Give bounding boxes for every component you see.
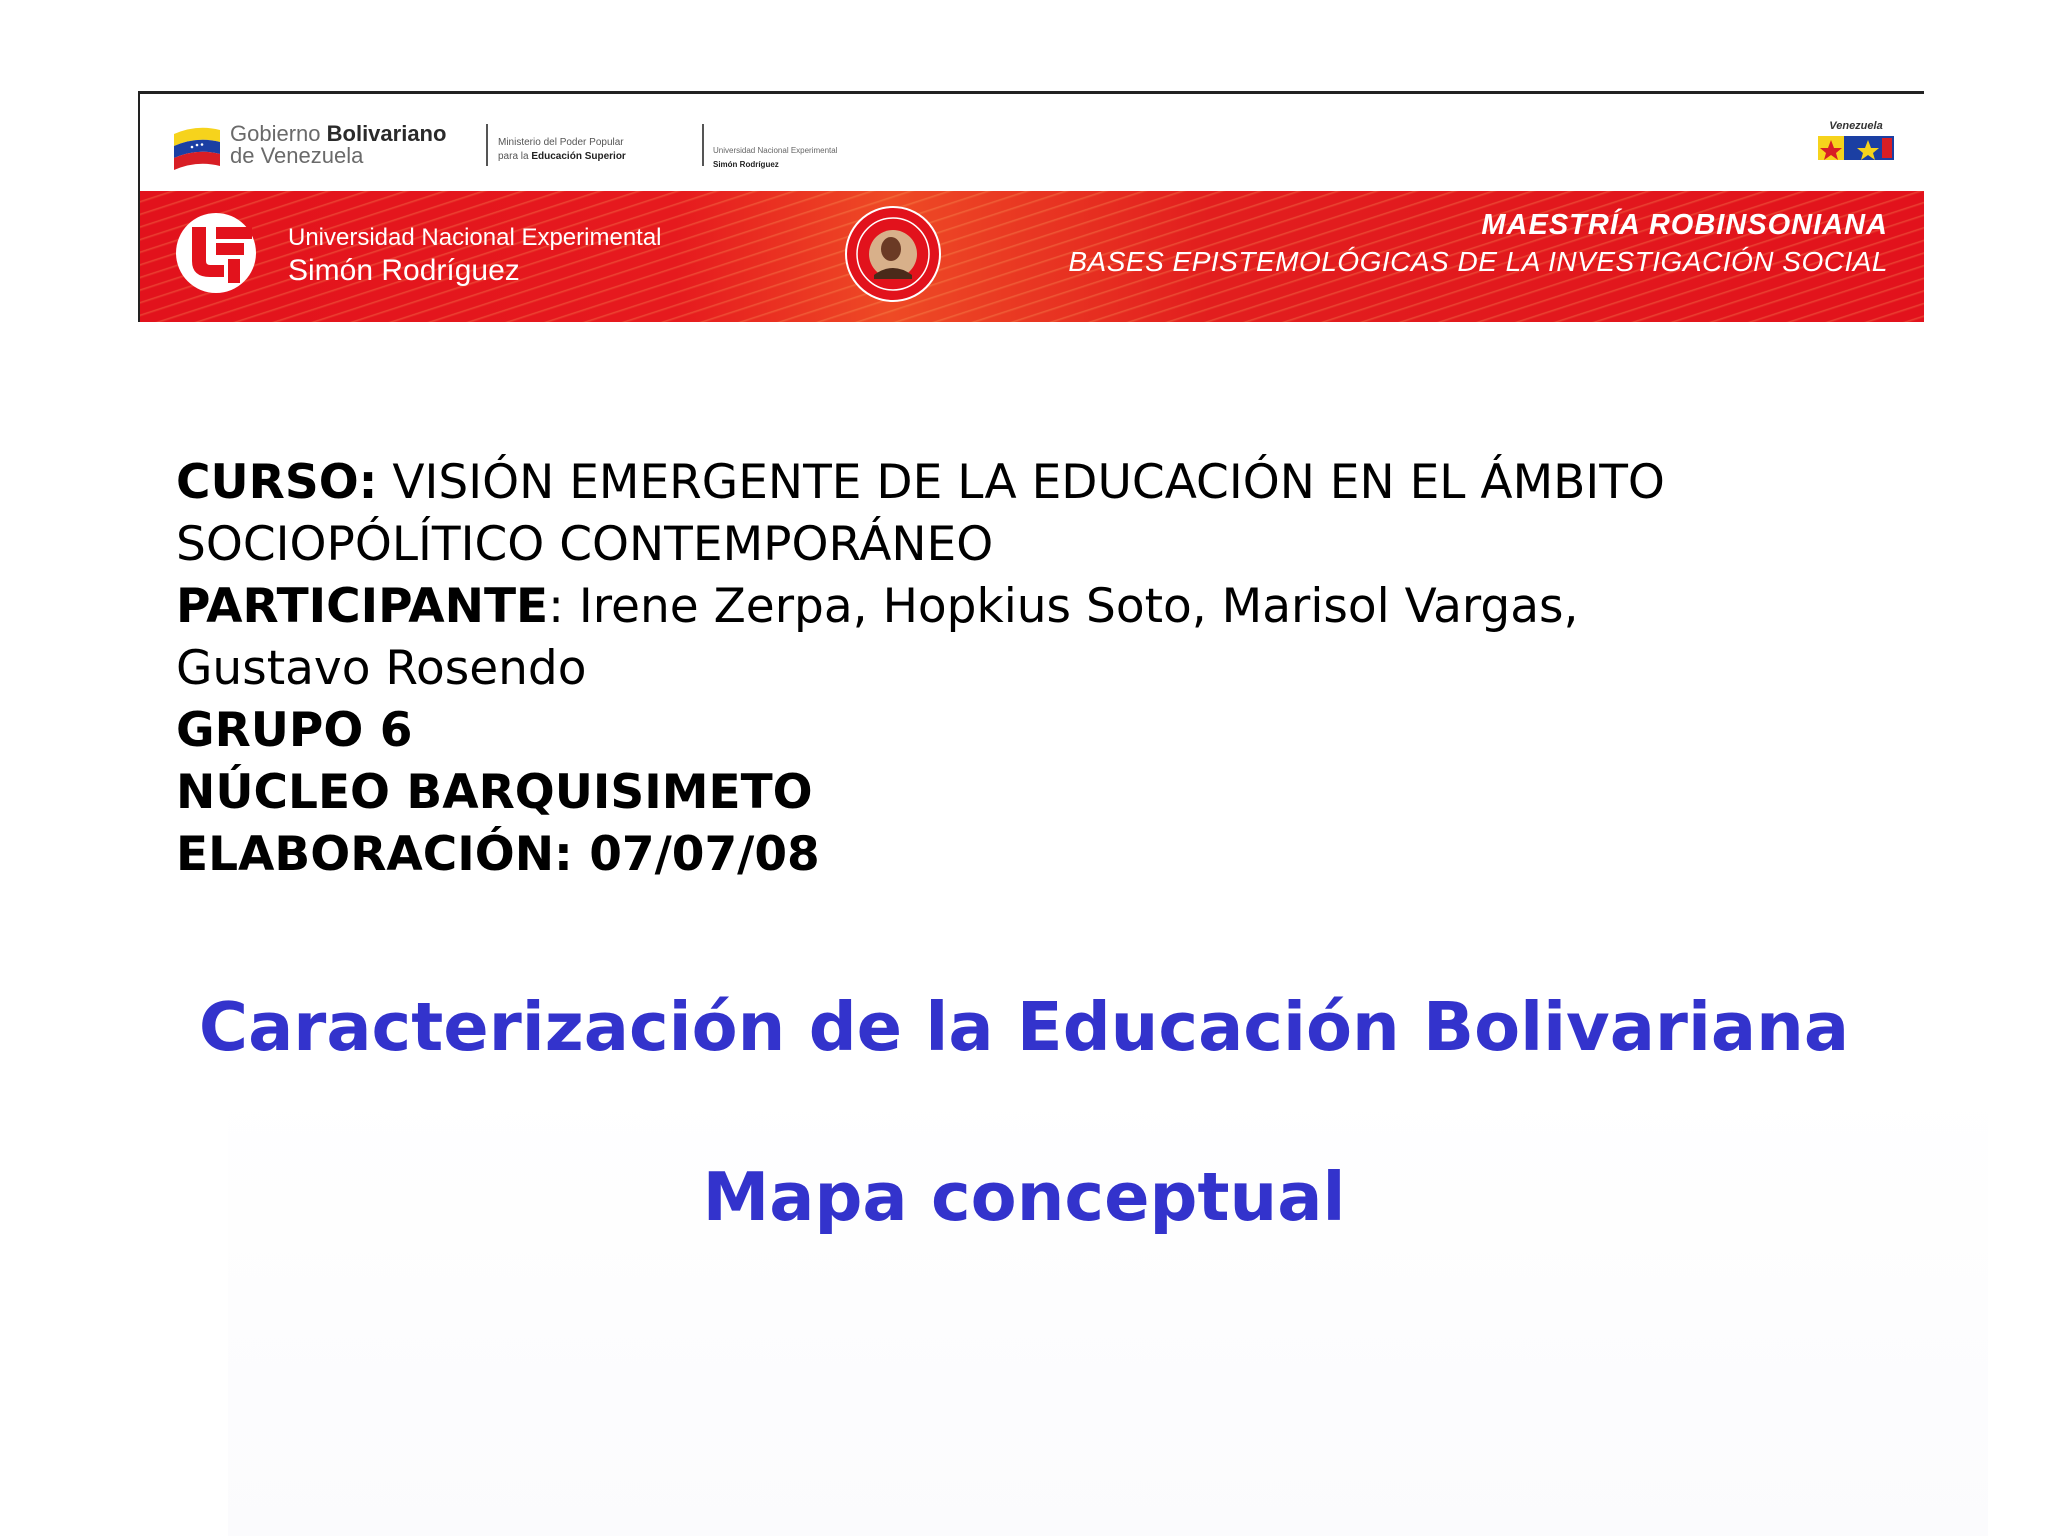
robinson-seal-icon [844,205,942,303]
curso-line [176,452,1876,514]
banner-top-strip [140,94,1924,191]
course-info [176,452,1876,886]
participante-label: PARTICIPANTE [176,579,549,634]
ministry-text: Ministerio del Poder Popular para la Educación Superior [498,137,626,162]
curso-value: VISIÓN EMERGENTE DE LA EDUCACIÓN EN EL ÁMBITO [377,455,1665,510]
curso-value-cont: SOCIOPÓLÍTICO CONTEMPORÁNEO [176,517,994,572]
participante-value-cont: Gustavo Rosendo [176,641,587,696]
nucleo-line: NÚCLEO BARQUISIMETO [176,765,813,820]
participante-line [176,576,1876,638]
maestria-heading: MAESTRÍA ROBINSONIANA BASES EPISTEMOLÓGICAS DE LA INVESTIGACIÓN SOCIAL [1068,209,1888,277]
unes-name: Universidad Nacional Experimental Simón Rodríguez [288,224,662,287]
main-title: Caracterización de la Educación Bolivariana [198,988,1850,1066]
curso-label: CURSO: [176,455,378,510]
divider [486,124,488,166]
subtitle: Mapa conceptual [702,1158,1346,1236]
header-banner [138,91,1924,322]
gobierno-logo [172,120,446,170]
grupo-line: GRUPO 6 [176,703,413,758]
page-background [228,1080,1988,1536]
venezuela-brand-logo: Venezuela [1816,120,1896,168]
unes-small-text: Universidad Nacional Experimental Simón Rodríguez [713,146,838,169]
participante-value: : Irene Zerpa, Hopkius Soto, Marisol Vargas, [548,579,1579,634]
venezuela-stars-icon [1816,132,1896,164]
gobierno-text: Gobierno Bolivariano de Venezuela [230,121,447,168]
banner-red-strip [140,191,1924,322]
venezuela-flag-icon [172,120,222,170]
elaboracion-line: ELABORACIÓN: 07/07/08 [176,827,820,882]
unes-logo-icon [166,211,266,295]
divider [702,124,704,166]
